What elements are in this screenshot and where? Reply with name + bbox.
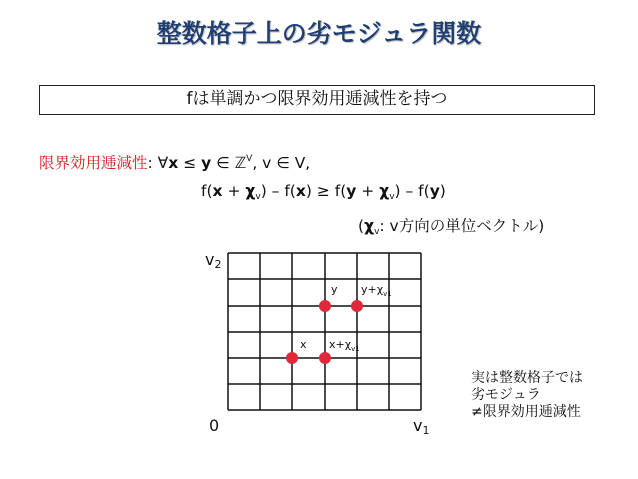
note-text: : v方向の単位ベクトル) <box>379 217 545 235</box>
label-sub: v1 <box>383 290 392 298</box>
ineq-plus: + <box>222 182 246 200</box>
ineq-part: f( <box>201 182 213 200</box>
side-note-line: 実は整数格子では <box>471 370 583 386</box>
label-text: x+χ <box>329 338 352 351</box>
ineq-var-y: y <box>346 182 357 200</box>
ineq-part: ) ≥ f( <box>305 182 347 200</box>
ineq-chi: χ <box>245 182 256 200</box>
note-chi: χ <box>364 217 375 235</box>
ineq-part: ) <box>439 182 446 200</box>
point-x <box>286 352 298 364</box>
statement-text: fは単調かつ限界効用逓減性を持つ <box>186 89 448 109</box>
ineq-part: ) – f( <box>394 182 430 200</box>
ineq-chi: χ <box>379 182 390 200</box>
point-label-y-plus-chi <box>361 283 392 298</box>
page-title: 整数格子上の劣モジュラ関数 <box>156 19 482 48</box>
axis-label-v2 <box>205 250 221 271</box>
axis-v2-sub: 2 <box>214 258 222 271</box>
integer-set: ℤ <box>234 154 247 172</box>
point-label-y: y <box>331 283 338 296</box>
ineq-part: ) – f( <box>260 182 296 200</box>
origin-label: 0 <box>209 416 220 435</box>
axis-v1-sub: 1 <box>422 424 430 437</box>
var-y: y <box>201 154 212 172</box>
ineq-var-x: x <box>212 182 223 200</box>
axis-v1-text: v <box>413 416 423 435</box>
forall-symbol: ∀ <box>157 154 169 172</box>
side-note <box>471 370 611 421</box>
definition-colon: : <box>147 154 158 172</box>
axis-v2-text: v <box>205 250 215 269</box>
point-label-x-plus-chi <box>329 338 360 353</box>
side-note-line: ≠限界効用逓減性 <box>471 404 581 420</box>
leq-symbol: ≤ <box>178 154 202 172</box>
label-sub: v1 <box>351 345 360 353</box>
set-exponent: V <box>246 154 253 164</box>
var-x: x <box>168 154 179 172</box>
label-text: y+χ <box>361 283 384 296</box>
point-y <box>319 300 331 312</box>
definition-rest: , v ∈ V, <box>252 154 311 172</box>
point-y-plus-chi <box>351 300 363 312</box>
axis-label-v1 <box>413 416 429 437</box>
side-note-line: 劣モジュラ <box>471 387 541 403</box>
ineq-plus: + <box>356 182 380 200</box>
in-symbol: ∈ <box>211 154 235 172</box>
note-chi-sub: v <box>374 227 380 237</box>
ineq-chi-sub: v <box>389 192 395 202</box>
note-paren: ( <box>358 217 365 235</box>
ineq-chi-sub: v <box>255 192 261 202</box>
definition-term: 限界効用逓減性 <box>39 154 148 172</box>
ineq-var-y: y <box>429 182 440 200</box>
lattice-lines <box>228 253 421 410</box>
point-label-x: x <box>300 338 307 351</box>
ineq-var-x: x <box>295 182 306 200</box>
point-x-plus-chi <box>319 352 331 364</box>
